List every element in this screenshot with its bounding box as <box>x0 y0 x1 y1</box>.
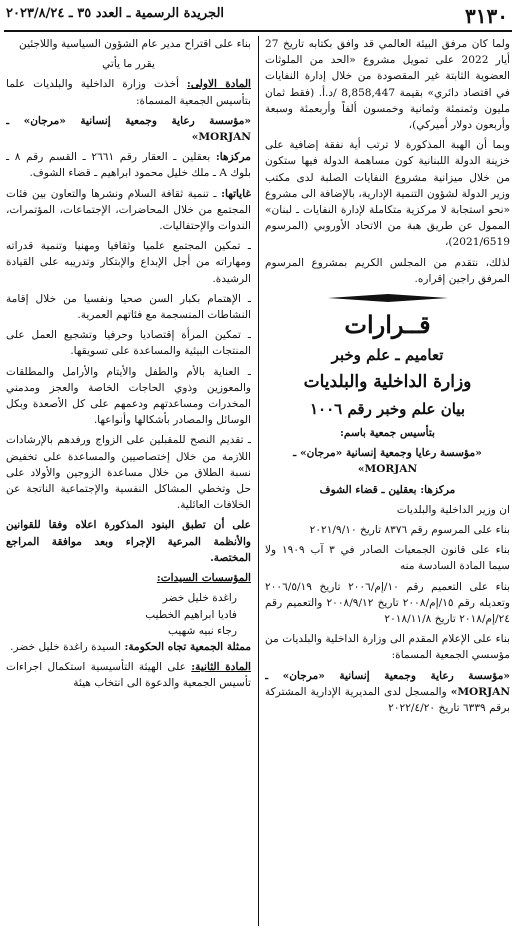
page-header <box>0 0 516 34</box>
column-divider <box>258 36 259 926</box>
goal-item: ـ العناية بالأم والطفل والأيتام والأرامل والمطلقات والمعوزين وذوي الحاجات الخاصة والعجز ومدمني المخدرات ومساعدتهم ودعمهم على كل الأصعدة وبكل الوسائل والمصادر بأشكالها وأنواعها. <box>6 365 251 427</box>
article-label: المادة الثانية: <box>191 661 251 674</box>
goal-item: ـ تمكين المرأة إقتصاديا وحرفيا وتشجيع العمل على المنتجات البيئية والمساعدة على تسويقها. <box>6 329 251 358</box>
article-text: أخذت وزارة الداخلية والبلديات علما بتأسيس الجمعية المسماة: <box>6 78 251 107</box>
ministry-title: وزارة الداخلية والبلديات <box>303 372 472 393</box>
founder-name: راغدة خليل خضر <box>162 592 237 605</box>
ornament-divider-icon <box>328 293 448 303</box>
founder-name: فاديا ابراهيم الخطيب <box>145 608 237 621</box>
founder-name: رجاء نبيه شهيب <box>168 624 237 637</box>
paragraph: بناء على الإعلام المقدم الى وزارة الداخلية والبلديات من مؤسسي الجمعية المسماة: <box>265 633 510 662</box>
paragraph-text: والمسجل لدى المديرية الإدارية المشتركة برقم ٦٣٣٩ تاريخ ٢٠٢٢/٤/٢٠ <box>265 685 510 715</box>
paragraph: بناء على التعميم رقم ١٠/إم/٢٠٠٦ تاريخ ٢٠٠٦/٥/١٩ وتعديله رقم ١٥/إم/٢٠٠٨ تاريخ ٢٠٠٨/٩/١٢ والتعميم رقم ٢٤/إم/٢٠١٨ تاريخ ٢٠١٨/١١/٨ <box>265 580 510 626</box>
section-title: تعاميم ـ علم وخبر <box>331 346 444 365</box>
compliance-notice: على أن تطبق البنود المذكورة اعلاه وفقا للقوانين والأنظمة المرعية الإجراء وبعد موافقة المراجع المختصة. <box>6 519 251 564</box>
representative-text: السيدة راغدة خليل خضر. <box>10 640 122 653</box>
association-name: «مؤسسة رعاية وجمعية إنسانية «مرجان» ـ MORJAN» <box>6 114 251 144</box>
goals <box>6 186 251 235</box>
goal-item: ـ الإهتمام بكبار السن صحيا ونفسيا من خلال إقامة النشاطات المنسجمة مع فئاتهم العمرية. <box>6 292 251 322</box>
left-column <box>6 36 251 926</box>
paragraph: ان وزير الداخلية والبلديات <box>396 503 510 516</box>
paragraph: بناء على المرسوم رقم ٨٣٧٦ تاريخ ٢٠٢١/٩/١٠ <box>309 524 510 537</box>
goals-label: غاياتها: <box>221 187 251 200</box>
paragraph: لذلك، نتقدم من المجلس الكريم بمشروع المرسوم المرفق راجين إقراره. <box>265 256 510 285</box>
article-2 <box>6 659 251 691</box>
goal-item: ـ تمكين المجتمع علميا وثقافيا ومهنيا وتنمية قدراته ومهاراته من أجل الإبداع والإبتكار وتدريبه على القيادة الرشيدة. <box>6 240 251 285</box>
goals-text: ـ تنمية ثقافة السلام ونشرها والتعاون بين فئات المجتمع من خلال المحاضرات، الإجتماعات، المؤتمرات، الندوات والإحتفاليات. <box>6 187 251 233</box>
paragraph: بناء على اقتراح مدير عام الشؤون السياسية واللاجئين <box>19 38 251 50</box>
paragraph: بناء على قانون الجمعيات الصادر في ٣ آب ١٩٠٩ ولا سيما المادة السادسة منه <box>265 544 510 573</box>
hq-text: بعقلين ـ العقار رقم ٢٦٦١ ـ القسم رقم ٨ ـ بلوك A ـ ملك خليل محمود ابراهيم ـ قضاء الشوف. <box>6 151 251 180</box>
representative <box>6 639 251 655</box>
article-label: المادة الاولى: <box>186 78 251 91</box>
running-head: الجريدة الرسمية ـ العدد ٣٥ ـ ٢٠٢٣/٨/٢٤ <box>6 6 225 21</box>
header-rule <box>4 30 512 32</box>
goal-item: ـ تقديم النصح للمقبلين على الزواج ورفدهم بالإرشادات اللازمة من خلال إختصاصيين والمساعدة على تخفيض نسبة الطلاق من خلال مساعدة الزوجين والأولاد على حل وتخطي المشاكل النفسية والإجتماعية الناتجة عن الخلافات العائلية. <box>6 434 251 512</box>
right-column <box>265 36 510 926</box>
paragraph: ولما كان مرفق البيئة العالمي قد وافق بكتابه تاريخ 27 أيار 2022 على تمويل مشروع «الحد من الملوثات العضوية الثابتة غير المقصودة من خلال إدارة النفايات في اقتصاد دائري» بقيمة 8,858,447 /د.أ. (فقط ثمان مليون وثمنمئة وثمانية وخمسون ألفاً وأربعمئة وسبعة وأربعون دولار أميركي)، <box>265 38 510 132</box>
founders-label: المؤسسات السيدات: <box>156 572 251 585</box>
statement-title: بيان علم وخبر رقم ١٠٠٦ <box>309 400 466 419</box>
article-text: على الهيئة التأسيسية استكمال اجراءات تأسيس الجمعية والدعوة الى انتخاب هيئة <box>6 661 251 690</box>
decisions-title: قــرارات <box>344 310 431 340</box>
page-number: ٣١٣٠ <box>465 4 508 28</box>
headquarters <box>6 149 251 181</box>
article-1 <box>6 76 251 108</box>
decide-heading: يقرر ما يأتي <box>102 58 155 71</box>
statement-subtitle: بتأسيس جمعية باسم: <box>339 427 435 440</box>
paragraph <box>265 668 510 717</box>
association-name: «مؤسسة رعاية وجمعية إنسانية «مرجان» ـ MORJAN» <box>265 669 510 698</box>
hq-label: مركزها: <box>215 151 251 164</box>
headquarters: مركزها: بعقلين ـ قضاء الشوف <box>319 483 456 496</box>
association-name: «مؤسسة رعايا وجمعية إنسانية «مرجان» ـ MORJAN» <box>293 447 482 476</box>
paragraph: وبما أن الهبة المذكورة لا ترتب أية نفقة إضافية على خزينة الدولة اللبنانية كون مساهمة الدولة فيها ستكون من خلال ميزانية مشروع النفايات الصلبة لدى مكتب وزير الدولة لشؤون التنمية الإدارية، بالإضافة الى مشروع «نحو استجابة لا مركزية متكاملة لإدارة النفايات ـ لبنان» الممول عن طريق هبة من الاتحاد الأوروبي (المرسوم 2021/6519)، <box>265 139 510 249</box>
representative-label: ممثلة الجمعية تجاه الحكومة: <box>124 640 251 653</box>
